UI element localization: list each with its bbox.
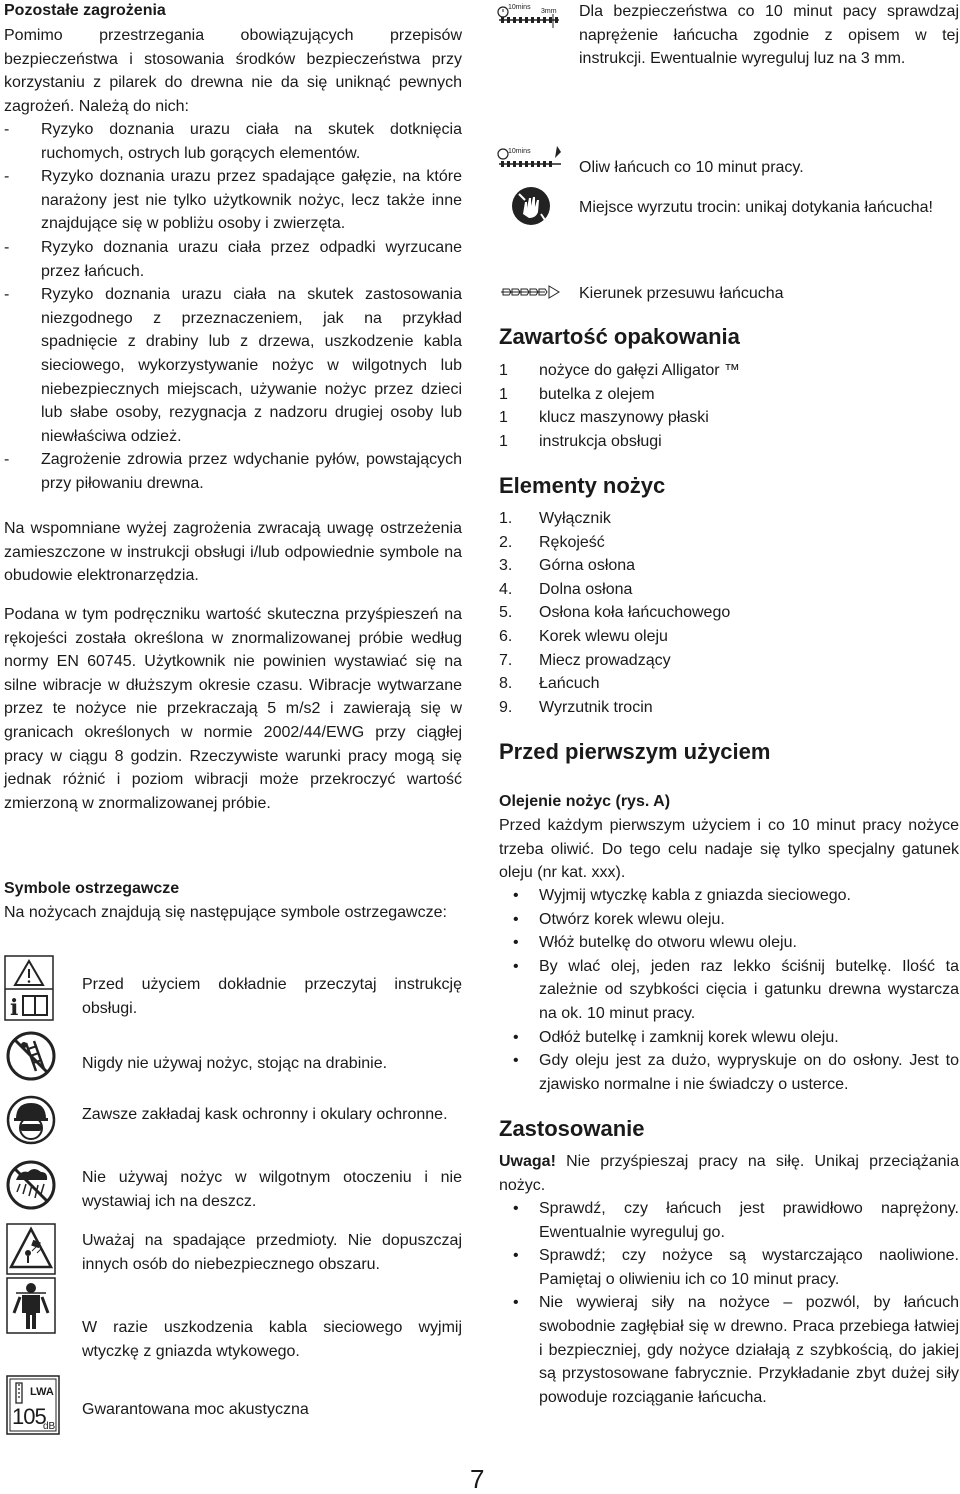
chain-tension-icon bbox=[495, 4, 565, 38]
list-item: - Zagrożenie zdrowia przez wdychanie pyłów, powstających przy piłowaniu drewna. bbox=[4, 451, 462, 492]
warning-note: Na wspomniane wyżej zagrożenia zwracają uwagę ostrzeżenia zamieszczone w instrukcji obsługi i/lub odpowiednie symbole na obudowie elektronarzędzia. bbox=[4, 520, 462, 585]
list-item: • By wlać olej, jeden raz lekko ściśnij butelkę. Ilość ta zależnie od szybkości cięcia i gatunku drewna wystarcza na ok. 10 minut pracy. bbox=[513, 957, 959, 1022]
list-item: 4. Dolna osłona bbox=[499, 580, 633, 598]
sawdust-text: Miejsce wyrzutu trocin: unikaj dotykania łańcucha! bbox=[579, 199, 933, 216]
symbol-text: Zawsze zakładaj kask ochronny i okulary ochronne. bbox=[82, 1106, 448, 1123]
list-item: 3. Górna osłona bbox=[499, 557, 636, 575]
read-manual-icon bbox=[4, 955, 54, 1029]
symbol-text: Nigdy nie używaj nożyc, stojąc na drabinie. bbox=[82, 1055, 388, 1072]
oil-chain-text: Oliw łańcuch co 10 minut pracy. bbox=[579, 159, 804, 176]
sound-label-value: 105 bbox=[12, 1404, 46, 1429]
chain-tension-text: Dla bezpieczeństwa co 10 minut pacy sprawdzaj naprężenie łańcucha zgodnie z opisem w tej instrukcji. Ewentualnie wyreguluj luz na 3 mm. bbox=[579, 3, 959, 68]
usage-title: Zastosowanie bbox=[499, 1116, 645, 1141]
list-item: 1. Wyłącznik bbox=[499, 510, 611, 527]
list-item: • Odłóż butelkę i zamknij korek wlewu oleju. bbox=[513, 1028, 839, 1046]
list-item: • Nie wywieraj siły na nożyce – pozwól, by łańcuch swobodnie zagłębiał się w drewno. Praca przebiega łatwiej i bezpieczniej, gdy nożyce działają z szybkością, do jakiej są przystosowane fabrycznie. Przykładanie zbyt dużej siły powoduje rozciąganie łańcucha. bbox=[513, 1294, 959, 1406]
list-item: 1 instrukcja obsługi bbox=[499, 432, 662, 450]
elements-title: Elementy nożyc bbox=[499, 473, 666, 498]
list-item: 1 klucz maszynowy płaski bbox=[499, 409, 709, 427]
residual-risks-intro: Pomimo przestrzegania obowiązujących przepisów bezpieczeństwa i stosowania środków bezpieczeństwa przy korzystaniu z pilarek do drewna nie da się uniknąć pewnych zagrożeń. Należą do nich: bbox=[4, 27, 462, 115]
list-item: • Sprawdź; czy nożyce są wystarczająco naoliwione. Pamiętaj o oliwieniu ich co 10 minut pracy. bbox=[513, 1247, 959, 1288]
residual-risks-title: Pozostałe zagrożenia bbox=[4, 2, 166, 19]
list-item: • Otwórz korek wlewu oleju. bbox=[513, 910, 725, 928]
list-item: - Ryzyko doznania urazu ciała na skutek zastosowania niezgodnego z przeznaczeniem, jak na przykład spadnięcie z drabiny lub z drzewa, uszkodzenie kabla sieciowego, wykorzystywanie nożyc w wilgotnych lub niebezpiecznych miejscach, używanie nożyc przez dzieci lub słabe osoby, rezygnacja z nadzoru drugiej osoby lub niewłaściwa odzież. bbox=[4, 286, 462, 445]
list-item: - Ryzyko doznania urazu ciała na skutek dotknięcia ruchomych, ostrych lub gorących elementów. bbox=[4, 121, 462, 162]
residual-risks-list bbox=[4, 118, 462, 496]
first-use-title: Przed pierwszym użyciem bbox=[499, 739, 771, 764]
list-item: • Gdy oleju jest za dużo, wypryskuje on do osłony. Jest to zjawisko normalne i nie świadczy o usterce. bbox=[513, 1052, 959, 1093]
symbols-title: Symbole ostrzegawcze bbox=[4, 880, 180, 897]
chain-direction-text: Kierunek przesuwu łańcucha bbox=[579, 285, 784, 302]
no-rain-icon bbox=[6, 1160, 56, 1218]
sound-label-lwa: LWA bbox=[30, 1386, 54, 1398]
svg-text:i: i bbox=[10, 995, 19, 1021]
helmet-goggles-icon bbox=[6, 1095, 56, 1153]
list-item: 1 butelka z olejem bbox=[499, 385, 655, 403]
list-item: 5. Osłona koła łańcuchowego bbox=[499, 604, 731, 622]
symbol-text: Gwarantowana moc akustyczna bbox=[82, 1401, 309, 1418]
list-item: 2. Rękojeść bbox=[499, 533, 605, 551]
symbols-intro: Na nożycach znajdują się następujące symbole ostrzegawcze: bbox=[4, 904, 447, 921]
sound-power-icon bbox=[6, 1375, 60, 1443]
list-item: 1 nożyce do gałęzi Alligator ™ bbox=[499, 362, 740, 379]
list-item: 6. Korek wlewu oleju bbox=[499, 627, 668, 645]
page-number: 7 bbox=[470, 1464, 485, 1494]
list-item: • Włóż butelkę do otworu wlewu oleju. bbox=[513, 934, 797, 952]
elements-list bbox=[499, 507, 959, 719]
symbols-list bbox=[4, 955, 462, 1455]
list-item: • Wyjmij wtyczkę kabla z gniazda sieciowego. bbox=[513, 887, 851, 904]
list-item: 7. Miecz prowadzący bbox=[499, 651, 671, 669]
usage-warning: Uwaga! Nie przyśpieszaj pracy na siłę. Unikaj przeciążania nożyc. bbox=[499, 1153, 959, 1194]
symbol-text: Nie używaj nożyc w wilgotnym otoczeniu i nie wystawiaj ich na deszcz. bbox=[82, 1169, 462, 1210]
chain-tension-time: 10mins bbox=[508, 4, 531, 11]
symbol-text: Przed użyciem dokładnie przeczytaj instrukcję obsługi. bbox=[82, 976, 462, 1017]
no-ladder-icon bbox=[6, 1031, 56, 1089]
hand-warning-icon bbox=[511, 186, 551, 234]
oiling-intro: Przed każdym pierwszym użyciem i co 10 minut pracy nożyce trzeba oliwić. Do tego celu nadaje się tylko specjalny gatunek oleju (nr kat. xxx). bbox=[499, 817, 959, 882]
chain-direction-icon bbox=[499, 284, 561, 308]
contents-list bbox=[499, 359, 959, 453]
oil-chain-icon bbox=[495, 144, 565, 178]
oiling-title: Olejenie nożyc (rys. A) bbox=[499, 793, 671, 810]
list-item: 9. Wyrzutnik trocin bbox=[499, 698, 653, 716]
vibration-paragraph: Podana w tym podręczniku wartość skuteczna przyśpieszeń na rękojeści została określona w znormalizowanej próbie według normy EN 60745. Użytkownik nie powinien wystawiać się na silne wibracje w dłuższym okresie czasu. Wibracje wytwarzane przez te nożyce nie przekraczają 5 m/s2 i zawierają się w granicach określonych w normie 2002/44/EWG przy ciągłej pracy w ciągu 8 godzin. Rzeczywiste warunki pracy mogą się jednak różnić i poziom wibracji może przekroczyć wartość zmierzoną w znormalizowanej próbie. bbox=[4, 606, 462, 812]
list-item: - Ryzyko doznania urazu przez spadające gałęzie, na które narażony jest nie tylko użytkownik nożyc, lecz także inne znajdujące się w pobliżu osoby i zwierzęta. bbox=[4, 168, 462, 233]
falling-objects-icon bbox=[6, 1223, 56, 1343]
usage-steps bbox=[499, 1197, 959, 1409]
list-item: 8. Łańcuch bbox=[499, 675, 600, 693]
chain-tension-gap: 3mm bbox=[541, 8, 557, 15]
oiling-steps bbox=[499, 884, 959, 1096]
contents-title: Zawartość opakowania bbox=[499, 324, 740, 349]
oil-time: 10mins bbox=[508, 148, 531, 155]
symbol-text: Uważaj na spadające przedmioty. Nie dopuszczaj innych osób do niebezpiecznego obszaru. bbox=[82, 1232, 462, 1273]
list-item: • Sprawdź, czy łańcuch jest prawidłowo naprężony. Ewentualnie wyreguluj go. bbox=[513, 1200, 959, 1241]
list-item: - Ryzyko doznania urazu ciała przez odpadki wyrzucane przez łańcuch. bbox=[4, 238, 462, 280]
symbol-text: W razie uszkodzenia kabla sieciowego wyjmij wtyczkę z gniazda wtykowego. bbox=[82, 1319, 462, 1360]
sound-label-unit: dB bbox=[43, 1421, 56, 1432]
